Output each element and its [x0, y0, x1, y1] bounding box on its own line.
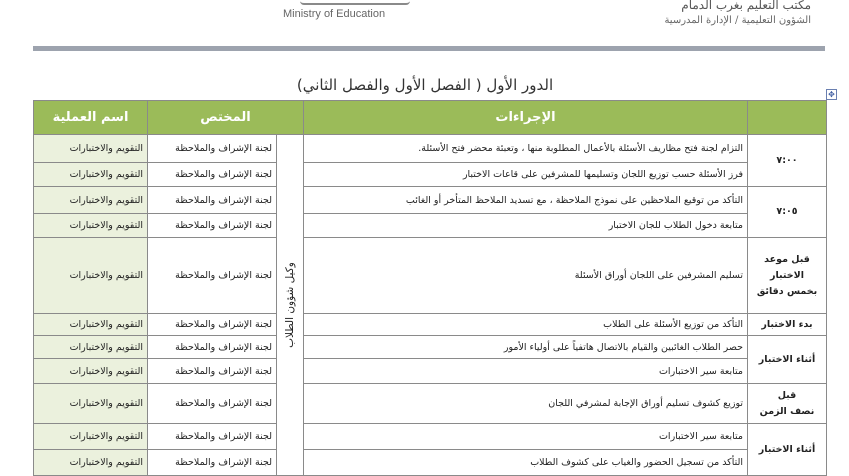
- procedure-cell: فرز الأسئلة حسب توزيع اللجان وتسليمها للمشرفين على قاعات الاختبار: [304, 163, 748, 187]
- ministry-name-en: Ministry of Education: [283, 8, 386, 20]
- committee-cell: لجنة الإشراف والملاحظة: [148, 450, 277, 476]
- committee-cell: لجنة الإشراف والملاحظة: [148, 135, 277, 163]
- time-cell: قبل نصف الزمن: [748, 384, 827, 424]
- procedure-cell: تسليم المشرفين على اللجان أوراق الأسئلة: [304, 238, 748, 314]
- header-divider: [33, 46, 825, 51]
- committee-cell: لجنة الإشراف والملاحظة: [148, 359, 277, 384]
- procedure-cell: التأكد من توقيع الملاحظين على نموذج الملاحظة ، مع تسديد الملاحظ المتأخر أو الغائب: [304, 187, 748, 214]
- operation-cell: التقويم والاختبارات: [34, 384, 148, 424]
- procedure-cell: حصر الطلاب الغائبين والقيام بالاتصال هاتفياً على أولياء الأمور: [304, 336, 748, 359]
- specialist-merged-cell: [277, 135, 304, 476]
- table-row: [34, 450, 827, 476]
- committee-cell: لجنة الإشراف والملاحظة: [148, 384, 277, 424]
- table-body: [34, 135, 827, 476]
- specialist-vertical-label: وكيل شؤون الطلاب: [284, 262, 296, 348]
- table-row: [34, 163, 827, 187]
- operation-cell: التقويم والاختبارات: [34, 336, 148, 359]
- operation-cell: التقويم والاختبارات: [34, 314, 148, 336]
- operation-cell: التقويم والاختبارات: [34, 187, 148, 214]
- table-row: [34, 336, 827, 359]
- time-cell: أثناء الاختبار: [748, 424, 827, 476]
- table-row: [34, 384, 827, 424]
- procedure-cell: التأكد من تسجيل الحضور والغياب على كشوف الطلاب: [304, 450, 748, 476]
- time-cell: بدء الاختبار: [748, 314, 827, 336]
- header-procedures: الإجراءات: [304, 101, 748, 135]
- committee-cell: لجنة الإشراف والملاحظة: [148, 187, 277, 214]
- office-name: مكتب التعليم بغرب الدمام: [681, 0, 811, 12]
- table-row: [34, 314, 827, 336]
- table-row: [34, 187, 827, 214]
- committee-cell: لجنة الإشراف والملاحظة: [148, 424, 277, 450]
- header-operation: اسم العملية: [34, 101, 148, 135]
- procedure-cell: توزيع كشوف تسليم أوراق الإجابة لمشرفي اللجان: [304, 384, 748, 424]
- committee-cell: لجنة الإشراف والملاحظة: [148, 336, 277, 359]
- document-title: الدور الأول ( الفصل الأول والفصل الثاني): [296, 76, 554, 94]
- table-row: [34, 135, 827, 163]
- operation-cell: التقويم والاختبارات: [34, 214, 148, 238]
- committee-cell: لجنة الإشراف والملاحظة: [148, 163, 277, 187]
- committee-cell: لجنة الإشراف والملاحظة: [148, 314, 277, 336]
- procedure-cell: متابعة سير الاختبارات: [304, 359, 748, 384]
- operation-cell: التقويم والاختبارات: [34, 135, 148, 163]
- operation-cell: التقويم والاختبارات: [34, 359, 148, 384]
- operation-cell: التقويم والاختبارات: [34, 238, 148, 314]
- time-cell: قبل موعد الاختبار بخمس دقائق: [748, 238, 827, 314]
- operation-cell: التقويم والاختبارات: [34, 450, 148, 476]
- procedure-cell: التزام لجنة فتح مظاريف الأسئلة بالأعمال المطلوبة منها ، وتعبئة محضر فتح الأسئلة.: [304, 135, 748, 163]
- office-department: الشؤون التعليمية / الإدارة المدرسية: [664, 15, 811, 26]
- time-cell: ٧:٠٠: [748, 135, 827, 187]
- committee-cell: لجنة الإشراف والملاحظة: [148, 214, 277, 238]
- header-specialist: المختص: [148, 101, 304, 135]
- procedure-cell: التأكد من توزيع الأسئلة على الطلاب: [304, 314, 748, 336]
- time-cell: ٧:٠٥: [748, 187, 827, 238]
- ministry-logo: [300, 0, 410, 5]
- operation-cell: التقويم والاختبارات: [34, 163, 148, 187]
- committee-cell: لجنة الإشراف والملاحظة: [148, 238, 277, 314]
- table-row: [34, 359, 827, 384]
- procedure-cell: متابعة دخول الطلاب للجان الاختبار: [304, 214, 748, 238]
- header-time: [748, 101, 827, 135]
- table-row: [34, 214, 827, 238]
- procedure-cell: متابعة سير الاختبارات: [304, 424, 748, 450]
- table-row: [34, 238, 827, 314]
- table-header-row: [34, 101, 827, 135]
- table-move-handle-icon[interactable]: ✥: [826, 89, 837, 100]
- operation-cell: التقويم والاختبارات: [34, 424, 148, 450]
- schedule-table: [33, 100, 827, 476]
- time-cell: أثناء الاختبار: [748, 336, 827, 384]
